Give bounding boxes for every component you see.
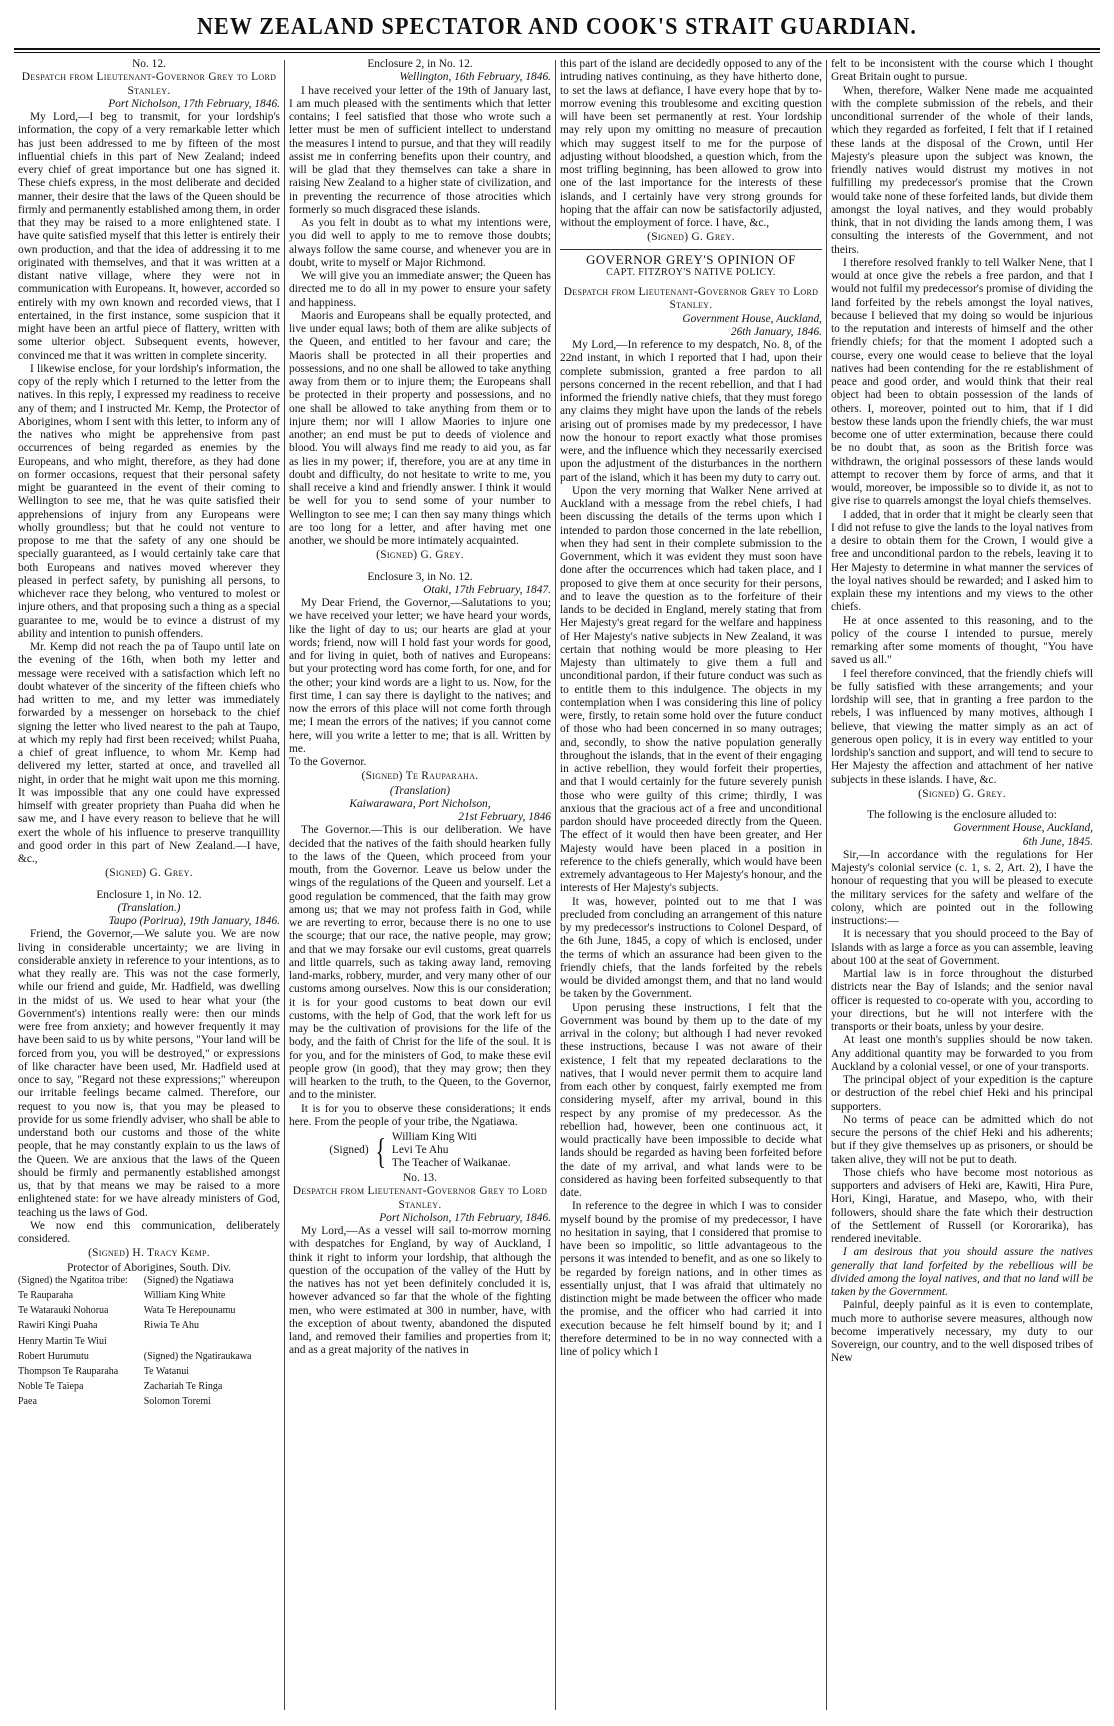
- paragraph: I am desirous that you should assure the natives generally that land forfeited by the rebellious will be divided among the loyal natives, and that no land will be taken by the Government.: [831, 1246, 1093, 1298]
- paragraph: this part of the island are decidedly opposed to any of the intruding natives continuing, as they have hitherto done, to set the laws at defiance, I have every hope that by to-morrow evening this troublesome and exciting question will have been set permanently at rest. Your lordship may rely upon my omitting no measure of precaution which may suggest itself to me for the purpose of adjusting without bloodshed, a question which, from the most trifling beginning, has been allowed to grow into one of the last importance for the interests of these islands, and I certainly have very strong grounds for hoping that the affair can now be satisfactorily adjusted, without the employment of force. I have, &c.,: [560, 58, 822, 229]
- signatory-brace: [289, 1131, 551, 1170]
- despatch-heading: Despatch from Lieutenant-Governor Grey to Lord Stanley.: [292, 1185, 548, 1211]
- dateline: Wellington, 16th February, 1846.: [399, 71, 551, 84]
- signatory-name: Levi Te Ahu: [391, 1144, 449, 1156]
- section-heading: No. 12.: [132, 58, 166, 70]
- paragraph: My Lord,—I beg to transmit, for your lordship's information, the copy of a very remarkable letter which has just been addressed to me by fifteen of the most influential chiefs in this part of New Zealand; indeed every chief of great importance but one has signed it. These chiefs express, in the most deliberate and decided manner, their desire that the laws of the Queen should be firmly and permanently established among them, in order that they may be raised to a more enlightened state. I have quite satisfied myself that this letter is entirely their own production, and that the idea of addressing it to me originated with themselves, and that it was written at a distant native village, where they were not in communication with Europeans. It, however, accorded so entirely with my own known and recorded views, that I entertained, in the first instance, some suspicion that it might have been an artful piece of flattery, written with some ulterior object. Subsequent events, however, convinced me that it was written in complete sincerity.: [18, 111, 280, 362]
- section-heading: No. 13.: [403, 1172, 437, 1184]
- column-divider: [555, 60, 556, 1710]
- signatory-name: The Teacher of Waikanae.: [391, 1157, 511, 1169]
- dateline: 6th June, 1845.: [1022, 835, 1093, 848]
- paragraph: My Dear Friend, the Governor,—Salutations to you; we have received your letter; we have heard your words, like the light of day to us; our hearts are glad at your words; friend, now will I hold fast your words for good, and for living in quiet, both of natives and Europeans: but your protecting word has come forth, for one, and for the other; your kind words are a light to us. Now, for the first time, I can say there is daylight to the natives; and now the errors of this place will not come forth through me; I mean the errors of the natives; if you cannot come here, will you write a letter to me; that is all. Written by me.: [289, 597, 551, 755]
- dateline: Port Nicholson, 17th February, 1846.: [379, 1211, 551, 1224]
- paragraph: He at once assented to this reasoning, and to the policy of the course I intended to pursue, merely remarking after some moments of thought, "You have saved us all.": [831, 614, 1093, 667]
- paragraph: To the Governor.: [289, 756, 367, 768]
- signature: (Signed) H. Tracy Kemp.: [88, 1247, 210, 1260]
- paragraph: Mr. Kemp did not reach the pa of Taupo until late on the evening of the 16th, when both my letter and message were received with a satisfaction which left no doubt whatever of the sincerity of the fifteen chiefs who had written to me, and my letter was immediately forwarded by a messenger on horseback to the chief signing the letter who lived nearest to the pah at Taupo, at which my reply had first been received; whilst Puaha, a chief of great influence, to whom Mr. Kemp had delivered my letter, started at once, and travelled all night, in order that he might wait upon me this morning. It was impossible that any one could have expressed himself with greater propriety than Puaha did when he saw me, and I have every reason to believe that he will exert the whole of his influence to preserve tranquillity and good order in this part of New Zealand.—I have, &c.,: [18, 641, 280, 865]
- signatory-name: Solomon Toremi: [143, 1396, 211, 1408]
- signatory-name: Zachariah Te Ringa: [143, 1381, 223, 1393]
- signature: (Signed) Te Rauparaha.: [361, 770, 479, 783]
- paragraph: It is necessary that you should proceed to the Bay of Islands with as large a force as you can assemble, leaving about 100 at the seat of Government.: [831, 928, 1093, 967]
- masthead: NEW ZEALAND SPECTATOR AND COOK'S STRAIT GUARDIAN.: [196, 14, 918, 40]
- signatory-list: [18, 1275, 280, 1412]
- paragraph: Upon the very morning that Walker Nene arrived at Auckland with a message from the rebel chiefs, I had been discussing the details of the terms upon which I intended to pardon those concerned in the late rebellion, when they had sent in their complete submission to the Government, which it was evident they must soon have done after the occurrences which had taken place, and I proposed to give them at once security for their persons, and to leave the question as to the forfeiture of their lands to be decided in England, merely stating that from Her Majesty's great regard for the welfare and happiness of Her Majesty's native subjects in New Zealand, it was certain that nothing would be more pleasing to Her Majesty than ultimately to give them a full and unconditional pardon, if their future conduct was such as to entitle them to this indulgence. The objects in my contemplation when I was considering this line of policy were, firstly, to retain some hold over the future conduct of those who had been concerned in so many outrages; and, secondly, to show the native population generally throughout the islands, that in the event of their engaging in active rebellion, they would forfeit their properties, and that I would certainly for the future severely punish those who were guilty of this crime; thirdly, I was anxious that the gracious act of a free and unconditional pardon should have proceeded directly from the Queen. The effect of it would then have been greater, and Her Majesty would have been placed in a position in reference to the chiefs generally, which would have been extremely advantageous to Her Majesty's honour, and the interests of Her Majesty's subjects.: [560, 484, 822, 895]
- paragraph: It was, however, pointed out to me that I was precluded from concluding an arrangement of this nature by my predecessor's instructions to Colonel Despard, of the 6th June, 1845, a copy of which is enclosed, under the terms of which an assurance had been given to the friendly chiefs, that the lands forfeited by the rebels would be divided amongst them, and that no land would be taken by the Government.: [560, 895, 822, 1001]
- paragraph: Martial law is in force throughout the disturbed districts near the Bay of Islands; and the senior naval officer is requested to co-operate with you, according to your directions, but he will not interfere with the transports or their boats, unless by your desire.: [831, 968, 1093, 1033]
- paragraph: As you felt in doubt as to what my intentions were, you did well to apply to me to remove those doubts; always follow the same course, and whenever you are in doubt, write to myself or Major Richmond.: [289, 217, 551, 269]
- section-heading: Protector of Aborigines, South. Div.: [66, 1261, 232, 1274]
- column-divider: [826, 60, 827, 1710]
- section-heading: Enclosure 2, in No. 12.: [367, 58, 473, 70]
- signatory-name: William King Witi: [391, 1131, 477, 1143]
- dateline: Government House, Auckland,: [682, 312, 822, 325]
- brace-names: [392, 1131, 511, 1170]
- article-subheadline: CAPT. FITZROY'S NATIVE POLICY.: [606, 266, 776, 278]
- article-headline: GOVERNOR GREY'S OPINION OF: [560, 249, 822, 266]
- spacer: [289, 564, 551, 571]
- paragraph: I have received your letter of the 19th of January last, I am much pleased with the sentiments which that letter contains; I feel satisfied that those who wrote such a letter must be men of sufficient intellect to understand the measures I intend to pursue, and that they will readily assist me in conferring benefits upon their country, and will be glad that they themselves can take a share in raising New Zealand to a higher state of civilization, and in preventing the recurrence of those atrocities which formerly so much disgraced these islands.: [289, 84, 551, 216]
- masthead-rule: [14, 48, 1100, 50]
- section-heading: Enclosure 3, in No. 12.: [367, 570, 473, 583]
- paragraph: Those chiefs who have become most notorious as supporters and advisers of Heki are, Kawiti, Hira Pure, Hori, Kingi, Haratue, and Masepo, who, with their followers, should share the fate which their destruction of the Settlement of Russell (or Kororarika), has rendered inevitable.: [831, 1166, 1093, 1245]
- signatory-name: Noble Te Taiepa: [18, 1381, 84, 1393]
- signatory-name: Te Rauparaha: [18, 1289, 74, 1301]
- signatory-name: Henry Martin Te Wiui: [18, 1335, 107, 1347]
- paragraph: Upon perusing these instructions, I felt that the Government was bound by them up to the date of my arrival in the colony; but although I had never revoked these instructions, because I was not aware of their existence, I felt that my repeated declarations to the natives, that I would never permit them to acquire land from each other by conquest, fairly exempted me from considering myself, after my arrival, bound in this respect by any promise of my predecessor. As the rebellion had, however, been one continuous act, it would practically have been impossible to decide what lands should be regarded as having been forfeited before the date of my arrival, and what lands were to be considered as having been forfeited subsequently to that date.: [560, 1001, 822, 1199]
- signatory-name: (Signed) the Ngatiraukawa: [143, 1350, 252, 1362]
- paragraph: I likewise enclose, for your lordship's information, the copy of the reply which I returned to the letter from the natives. In this reply, I expressed my readiness to receive any of them; and I instructed Mr. Kemp, the Protector of Aborigines, whom I sent with this letter, to inform any of the natives who might be apprehensive from past occurrences of being regarded as enemies by the Europeans, and who might, therefore, as they had done on former occasions, request that their personal safety might be guaranteed in the event of their coming to Wellington to see me, that he was quite satisfied their apprehensions of injury from any Europeans were wholly groundless; but that he could not venture to propose to me that the safety of any one should be specially guaranteed, as I would certainly take care that both Europeans and natives moved wherever they pleased in perfect safety, by punishing all persons, to whichever race they belong, who ventured to molest or injure others, and that proposing such a thing as a special guarantee to me, would be to evince a distrust of my ability and intention to punish offenders.: [18, 362, 280, 640]
- paragraph: I feel therefore convinced, that the friendly chiefs will be fully satisfied with these arrangements; and your lordship will see, that in granting a free pardon to the rebels, I was influenced by many motives, although I believe, that viewing the matter simply as an act of generous open policy, it is in every way entitled to your lordship's sanction and support, and will tend to secure to Her Majesty the affection and attachment of her native subjects in these islands. I have, &c.: [831, 667, 1093, 786]
- paragraph: My Lord,—As a vessel will sail to-morrow morning with despatches for England, by way of Auckland, I think it right to inform your lordship, that although the question of the occupation of the valley of the Hutt by the natives has not yet been definitely concluded it is, however advanced so far that the whole of the fighting men, who were estimated at 300 in number, have, with the exception of about twenty, abandoned the disputed land, and removed their families and properties from it; and as a great majority of the natives in: [289, 1225, 551, 1357]
- signature: (Signed) G. Grey.: [647, 231, 735, 244]
- section-subheading: (Translation.): [117, 901, 181, 914]
- column-divider: [284, 60, 285, 1710]
- section-heading: Enclosure 1, in No. 12.: [96, 888, 202, 901]
- signatory-name: Te Watarauki Nohorua: [18, 1305, 109, 1317]
- column-4: [831, 58, 1093, 1718]
- signatory-name: (Signed) the Ngatitoa tribe:: [18, 1274, 128, 1286]
- despatch-heading: Despatch from Lieutenant-Governor Grey to Lord Stanley.: [563, 286, 819, 312]
- spacer: [831, 802, 1093, 809]
- paragraph: My Lord,—In reference to my despatch, No. 8, of the 22nd instant, in which I reported that I had, upon their complete submission, granted a free pardon to all persons concerned in the recent rebellion, and that I had informed the friendly native chiefs, that they must forego any claims they might have upon the lands of the rebels arising out of promises made by my predecessor, I have now the honour to report exactly what those promises were, and the influence which they necessarily exercised upon the adjustment of the disturbances in the northern part of the island, which it has been my duty to carry out.: [560, 339, 822, 484]
- spacer: [560, 279, 822, 286]
- paragraph: The principal object of your expedition is the capture or destruction of the rebel chief Heki and his principal supporters.: [831, 1074, 1093, 1113]
- paragraph: No terms of peace can be admitted which do not secure the persons of the chief Heki and his adherents; but if they give themselves up as prisoners, or should be taken alive, they will not be put to death.: [831, 1113, 1093, 1166]
- section-subheading: (Translation): [389, 784, 451, 797]
- column-2: [289, 58, 551, 1718]
- dateline: 26th January, 1846.: [730, 325, 822, 338]
- signatory-name: Wata Te Herepounamu: [143, 1305, 236, 1317]
- paragraph: It is for you to observe these considerations; it ends here. From the people of your tribe, the Ngatiawa.: [289, 1102, 551, 1128]
- dateline: Port Nicholson, 17th February, 1846.: [108, 97, 280, 110]
- paragraph: Friend, the Governor,—We salute you. We are now living in considerable uncertainty; we are living in considerable anxiety in reference to your intentions, as to what they really are. This was not the case formerly, while our friend and guide, Mr. Hadfield, was dwelling in the midst of us. We used to hear what your (the Government's) intentions really were: then our minds were free from anxiety; and however frequently it may have been said to us by white persons, "Your land will be forced from you, you will be destroyed," or expressions of like character have been used, Mr. Hadfield used at once to say, "Regard not these expressions;" whereupon our irritable feelings became calmed. Therefore, our request to you now is, that you may be pleased to provide for us some friendly adviser, who shall be able to understand both our customs and those of the white people, that he may constantly explain to us the laws of the Queen. We are anxious that the laws of the Queen should be firmly and permanently established amongst us, that by that means we may be raised to a more enlightened state: for we have already ministers of God, teaching us the laws of God.: [18, 928, 280, 1219]
- paragraph: In reference to the degree in which I was to consider myself bound by the promise of my predecessor, I have no hesitation in saying, that I considered that promise to have been so impolitic, so little advantageous to the persons it was intended to benefit, and as one so likely to be regarded by foreign nations, and in other times as essentially unjust, that I was afraid that ultimately no distinction might be made between the officer who made the promise, and the officer who had carried it into execution because he felt himself bound by it; and I therefore determined to be in no way connected with a line of policy which I: [560, 1200, 822, 1358]
- paragraph: Maoris and Europeans shall be equally protected, and live under equal laws; both of them are alike subjects of the Queen, and entitled to her favour and care; the Maoris shall be protected in all their properties and possessions, and no one shall be allowed to take anything away from them or to injure them; the Europeans shall be protected in their property and possessions, and no one shall be allowed to take anything from them or to injure them; nor will I allow Maories to injure one another; an end must be put to deeds of violence and blood. You will always find me ready to aid you, as far as lies in my power; if, therefore, you are at any time in doubt and difficulty, do not hesitate to write to me, you shall receive a kind and friendly answer. I think it would be well for you to send some of your number to Wellington to see me; I can then say many things which are too long for a letter, and after having met one another, we should be more intimately acquainted.: [289, 309, 551, 547]
- paragraph: When, therefore, Walker Nene made me acquainted with the complete submission of the rebels, and their unconditional surrender of the whole of their lands, which they regarded as forfeited, I felt that if I retained these lands at the disposal of the Crown, until Her Majesty's pleasure upon the subject was known, the friendly natives would distrust my motives in not fulfilling my predecessor's promise that the Crown would take none of these forfeited lands, but divide them amongst the loyal natives, and they would probably think, that in not dividing the lands among them, I was consulting the interests of the Government, and not theirs.: [831, 84, 1093, 256]
- paragraph: We will give you an immediate answer; the Queen has directed me to do all in my power to ensure your safety and happiness.: [289, 270, 551, 309]
- dateline: Otaki, 17th February, 1847.: [423, 583, 551, 596]
- paragraph: We now end this communication, deliberately considered.: [18, 1219, 280, 1245]
- signatory-name: William King White: [143, 1289, 226, 1301]
- dateline: Government House, Auckland,: [953, 822, 1093, 835]
- signature: (Signed) G. Grey.: [376, 549, 464, 562]
- section-subheading: Kaiwarawara, Port Nicholson,: [349, 797, 491, 810]
- signatory-name: (Signed) the Ngatiawa: [143, 1274, 234, 1286]
- paragraph: Painful, deeply painful as it is even to contemplate, much more to authorise severe measures, although now become imperatively necessary, my duty to our Sovereign, our country, and to the well disposed tribes of New: [831, 1299, 1093, 1365]
- signed-label: (Signed): [329, 1143, 369, 1156]
- signatory-name: Robert Hurumutu: [18, 1350, 89, 1362]
- signature: (Signed) G. Grey.: [105, 867, 193, 880]
- paragraph: The Governor.—This is our deliberation. We have decided that the natives of the faith should hearken fully to the laws of the Queen, which proceed from your mouth, from the Governor. Leave us below under the wings of the regulations of the Queen and yourself. Let a good regulation be commenced, that the faith may grow among us; that we may not profess faith in God, while we are reverting to error, because there is no one to use the scourge; that our race, the native people, may grow; and that we may forsake our evil customs, great quarrels and little quarrels, such as taking away land, removing land-marks, robbery, murder, and very many other of our customs among ourselves. Now this is our consideration; it is for your good customs to beat down our evil customs, with the help of God, that the work left for us may be the cultivation of provisions for the life of the body, and the faith of Christ for the life of the soul. It is for you, and for the ministers of God, to make these evil people grow (in good), that they may grow; then they will hearken to the truth, to the Queen, to the Governor, and to the minister.: [289, 824, 551, 1102]
- column-1: [18, 58, 280, 1718]
- paragraph: I therefore resolved frankly to tell Walker Nene, that I would at once give the rebels a free pardon, and that I would not fulfil my predecessor's promise of dividing the land forfeited by the rebels amongst the loyal natives, because I believed that my doing so would be injurious to the reputation and interests of himself and the other friendly chiefs; for that the moment I adopted such a course, every one would cease to believe that the loyal natives had been contending for the re establishment of peace and good order, and would think that their real object had been to obtain possession of the lands of others. I, moreover, pointed out to him, that if I did bestow these lands upon the friendly chiefs, the war must become one of utter extermination, because there could be no doubt that, as soon as the British force was withdrawn, the original possessors of these lands would attempt to recover them by force of arms, and that it would, moreover, be impossible so to divide it, as not to give rise to quarrels amongst the loyal chiefs themselves.: [831, 256, 1093, 508]
- masthead-rule-thin: [14, 52, 1100, 53]
- signatory-name: Rawiri Kingi Puaha: [18, 1320, 98, 1332]
- paragraph: I added, that in order that it might be clearly seen that I did not refuse to give the lands to the loyal natives from a desire to obtain them for the Crown, I would give a free and unconditional pardon to the rebels, leaving it to Her Majesty to determine in what manner the services of the loyal natives should be rewarded; and I asked him to explain these my intentions and my views to the other chiefs.: [831, 508, 1093, 614]
- spacer: [18, 882, 280, 889]
- paragraph: At least one month's supplies should be now taken. Any additional quantity may be forwarded to you from Auckland by a colonial vessel, or one of your transports.: [831, 1034, 1093, 1073]
- signatory-name: Paea: [18, 1396, 37, 1408]
- paragraph: Sir,—In accordance with the regulations for Her Majesty's colonial service (c. 1, s. 2, Art. 2), I have the honour of requesting that you will be pleased to execute the military services for the safety and welfare of the colony, which are pointed out in the following instructions:—: [831, 848, 1093, 927]
- column-3: [560, 58, 822, 1718]
- signatory-name: Thompson Te Rauparaha: [18, 1365, 119, 1377]
- dateline: Taupo (Porirua), 19th January, 1846.: [108, 915, 280, 927]
- signatory-name: Riwia Te Ahu: [143, 1320, 199, 1332]
- despatch-heading: Despatch from Lieutenant-Governor Grey to Lord Stanley.: [21, 71, 277, 97]
- section-heading: The following is the enclosure alluded to:: [867, 809, 1057, 821]
- paragraph: felt to be inconsistent with the course which I thought Great Britain ought to pursue.: [831, 58, 1093, 84]
- signatory-name: Te Watanui: [143, 1365, 189, 1377]
- brace-glyph: {: [375, 1130, 386, 1171]
- dateline: 21st February, 1846: [458, 811, 551, 823]
- signature: (Signed) G. Grey.: [918, 787, 1006, 800]
